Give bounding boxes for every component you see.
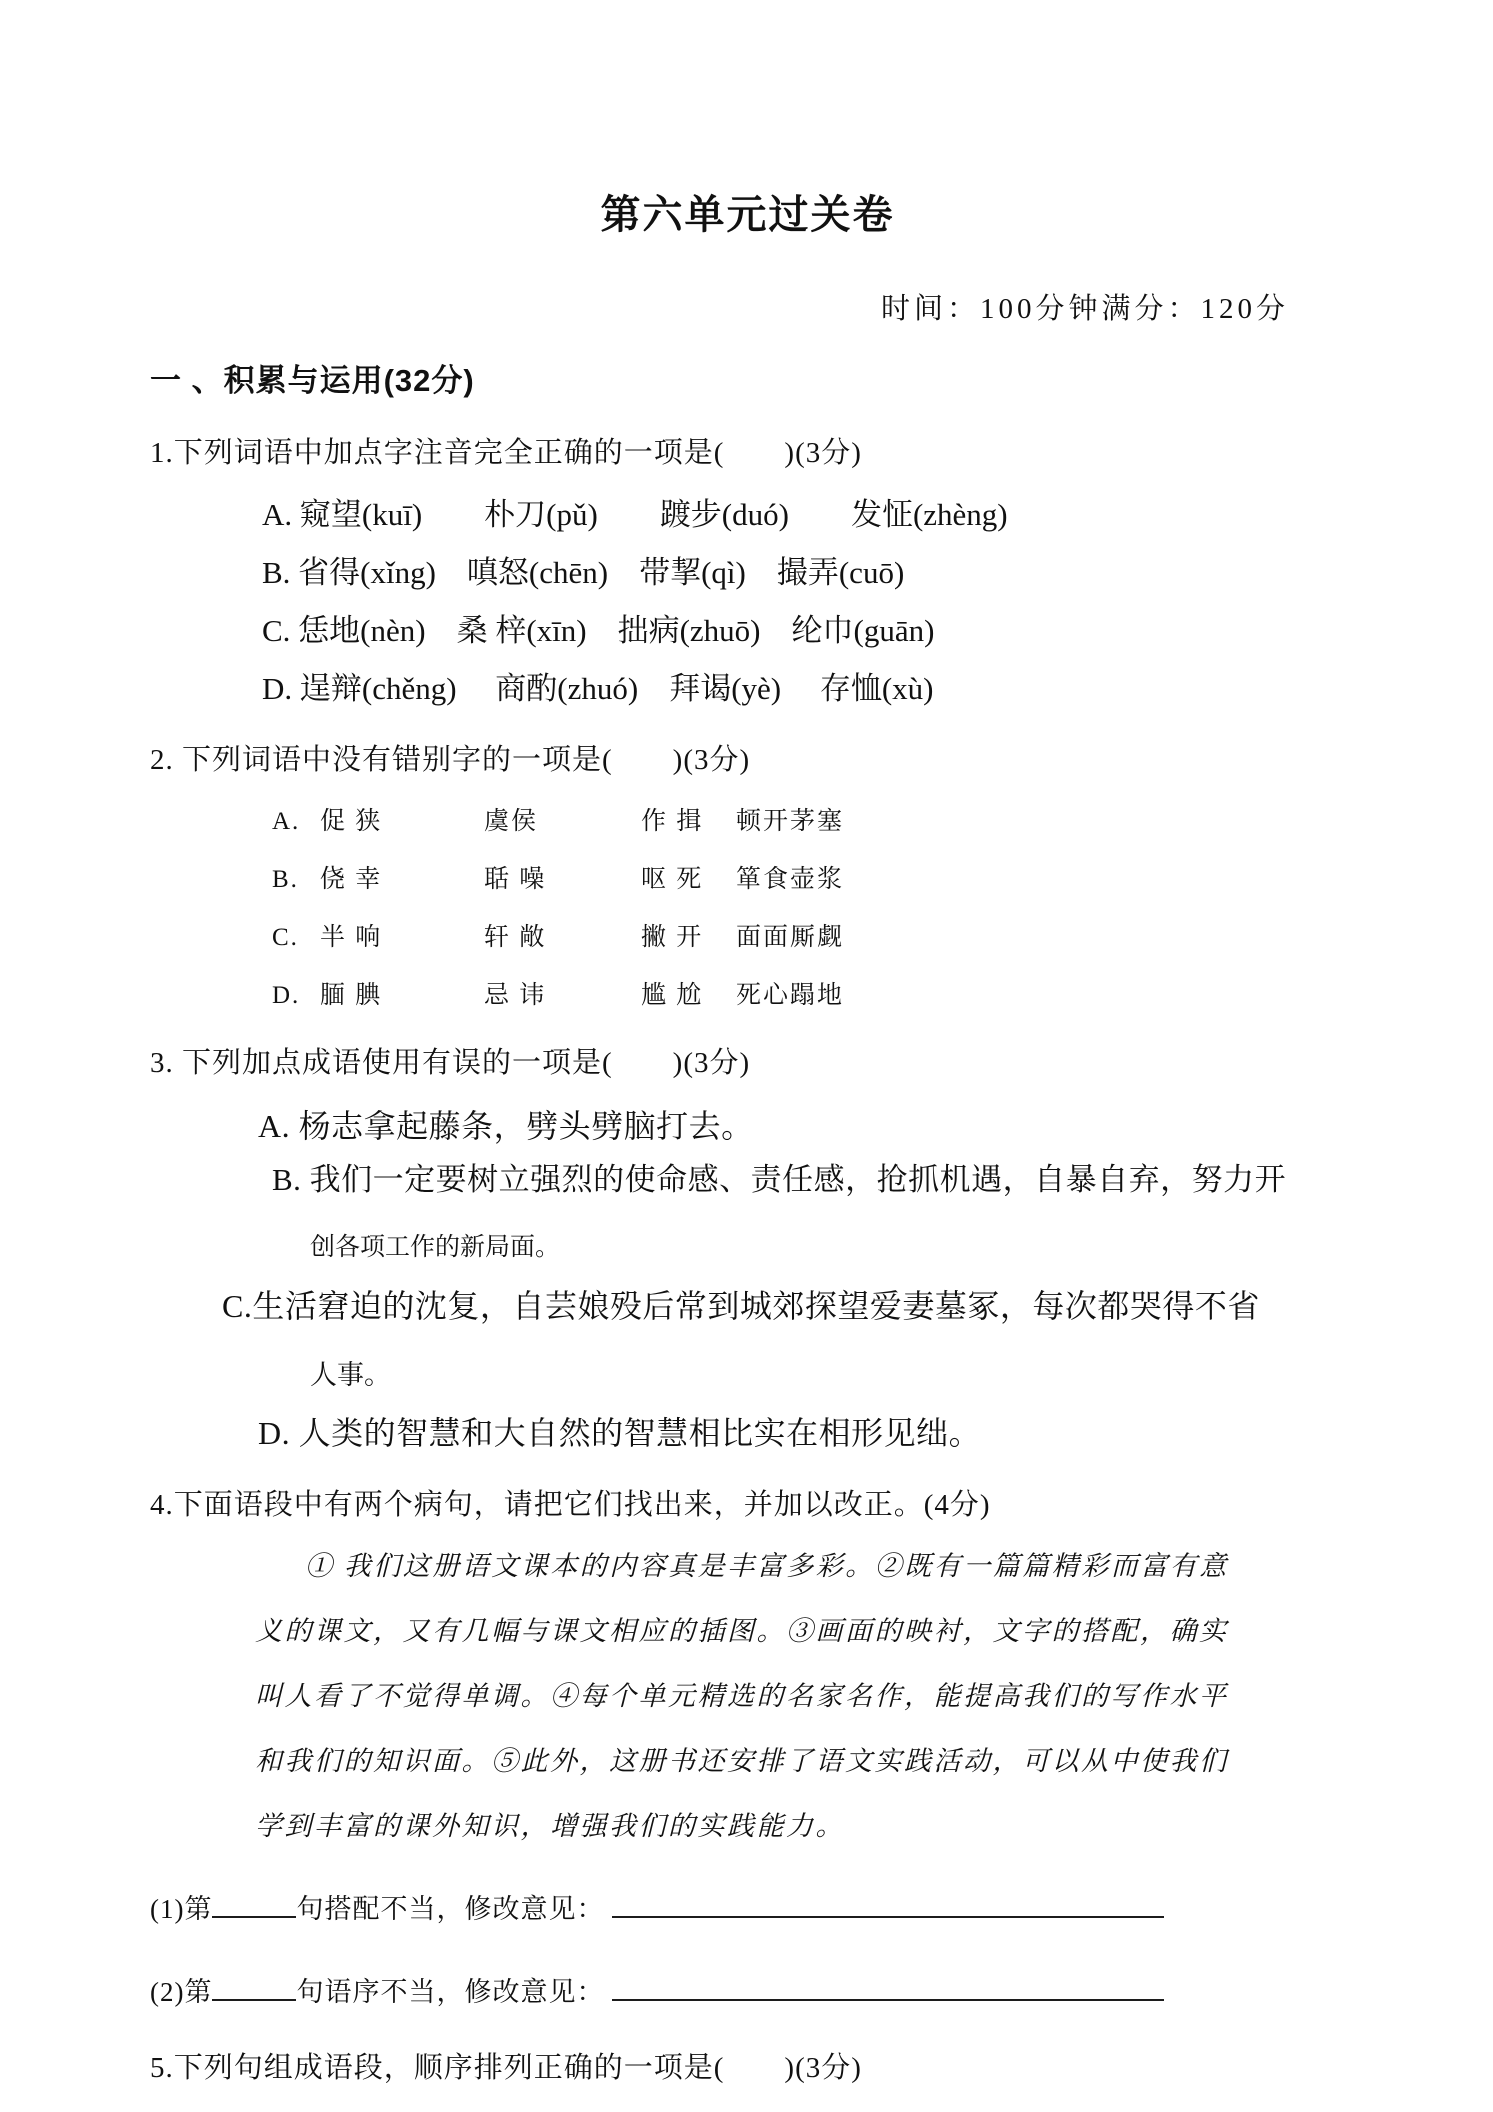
word-cell: 腼 腆	[320, 982, 383, 1009]
question-1-option-d: D. 逞辩(chěng) 商酌(zhuó) 拜谒(yè) 存恤(xù)	[262, 671, 934, 706]
question-5	[150, 2045, 1345, 2086]
page-title: 第六单元过关卷	[600, 192, 895, 237]
word-cell: 侥 幸	[320, 866, 383, 893]
fill-mid: 句语序不当，修改意见：	[296, 1977, 605, 2007]
question-2-row-c	[272, 923, 1345, 952]
word-cell: 尴 尬	[641, 982, 704, 1009]
question-1-option-a: A. 窥望(kuī) 朴刀(pǔ) 踱步(duó) 发怔(zhèng)	[262, 497, 1008, 532]
word-cell: 轩 敞	[484, 924, 547, 951]
question-4-passage	[255, 1549, 1345, 1843]
option-letter: B.	[272, 866, 299, 893]
word-cell: 半 响	[320, 924, 383, 951]
option-letter: D.	[272, 982, 301, 1009]
question-4-stem: 4.下面语段中有两个病句，请把它们找出来，并加以改正。(4分)	[150, 1489, 991, 1521]
word-cell: 作 揖	[641, 808, 704, 835]
word-cell: 顿开茅塞	[736, 808, 845, 835]
answer-blank-long	[612, 1976, 1164, 2001]
question-4-answer-line-1	[150, 1887, 1345, 1926]
section-one-heading: 一 、积累与运用(32分)	[150, 363, 475, 398]
exam-time-score-meta: 时间：100分钟满分：120分	[880, 293, 1289, 325]
answer-blank-short	[212, 1976, 296, 2001]
question-2-row-b	[272, 865, 1345, 894]
question-2-row-a	[272, 807, 1345, 836]
answer-blank-short	[212, 1893, 296, 1918]
word-cell: 忌 讳	[484, 982, 547, 1009]
word-cell: 死心蹋地	[736, 982, 845, 1009]
passage-line: 学到丰富的课外知识，增强我们的实践能力。	[255, 1811, 845, 1841]
question-1	[150, 430, 1345, 707]
question-3-stem: 3. 下列加点成语使用有误的一项是( )(3分)	[150, 1047, 751, 1079]
word-cell: 箪食壶浆	[736, 866, 845, 893]
word-cell: 撇 开	[641, 924, 704, 951]
passage-line: ① 我们这册语文课本的内容真是丰富多彩。②既有一篇篇精彩而富有意	[305, 1551, 1229, 1581]
word-cell: 促 狭	[320, 808, 383, 835]
question-3-option-a: A. 杨志拿起藤条，劈头劈脑打去。	[258, 1108, 754, 1144]
question-4	[150, 1482, 1345, 2009]
question-5-stem: 5.下列句组成语段，顺序排列正确的一项是( )(3分)	[150, 2052, 862, 2084]
passage-line: 叫人看了不觉得单调。④每个单元精选的名家名作，能提高我们的写作水平	[255, 1681, 1229, 1711]
question-3-option-c: C.生活窘迫的沈复，自芸娘殁后常到城郊探望爱妻墓冢，每次都哭得不省	[222, 1288, 1260, 1324]
word-cell: 面面厮觑	[736, 924, 845, 951]
option-letter: C.	[272, 924, 299, 951]
question-3-option-b-continuation: 创各项工作的新局面。	[310, 1234, 561, 1261]
question-1-stem: 1.下列词语中加点字注音完全正确的一项是( )(3分)	[150, 437, 862, 469]
question-1-option-c: C. 恁地(nèn) 桑 梓(xīn) 拙病(zhuō) 纶巾(guān)	[262, 613, 935, 648]
question-4-answer-line-2	[150, 1970, 1345, 2009]
passage-line: 和我们的知识面。⑤此外，这册书还安排了语文实践活动，可以从中使我们	[255, 1746, 1229, 1776]
question-2	[150, 737, 1345, 1010]
question-3	[150, 1040, 1345, 1452]
word-cell: 虞侯	[484, 808, 539, 835]
option-letter: A.	[272, 808, 301, 835]
question-3-option-c-continuation: 人事。	[310, 1360, 391, 1390]
question-2-stem: 2. 下列词语中没有错别字的一项是( )(3分)	[150, 744, 751, 776]
question-3-option-d: D. 人类的智慧和大自然的智慧相比实在相形见绌。	[258, 1415, 982, 1451]
question-3-option-b: B. 我们一定要树立强烈的使命感、责任感，抢抓机遇，自暴自弃，努力开	[272, 1162, 1287, 1197]
question-2-row-d	[272, 981, 1345, 1010]
word-cell: 聒 噪	[484, 866, 547, 893]
word-cell: 呕 死	[641, 866, 704, 893]
answer-blank-long	[612, 1893, 1164, 1918]
passage-line: 义的课文，又有几幅与课文相应的插图。③画面的映衬，文字的搭配，确实	[255, 1616, 1229, 1646]
question-1-option-b: B. 省得(xǐng) 嗔怒(chēn) 带挈(qì) 撮弄(cuō)	[262, 555, 905, 590]
fill-prefix: (1)第	[150, 1894, 213, 1924]
fill-prefix: (2)第	[150, 1977, 213, 2007]
fill-mid: 句搭配不当，修改意见：	[296, 1894, 605, 1924]
